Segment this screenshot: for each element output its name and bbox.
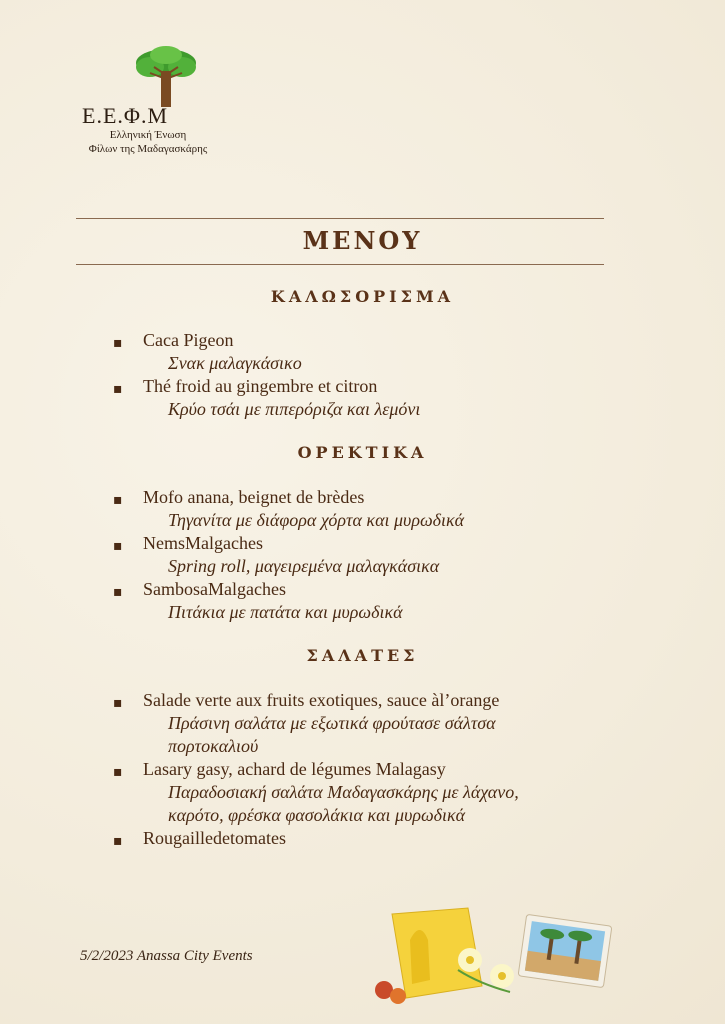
- tree-logo-icon: [130, 45, 202, 107]
- logo-abbreviation: Ε.Ε.Φ.Μ: [82, 103, 169, 128]
- menu-item-description: Παραδοσιακή σαλάτα Μαδαγασκάρης με λάχανο,: [168, 782, 519, 802]
- bullet-icon: ▪: [113, 695, 123, 711]
- madagascar-souvenir-illustration: [370, 900, 620, 1010]
- menu-item: Salade verte aux fruits exotiques, sauce àl’orange: [143, 690, 500, 710]
- postcard-illustration: [518, 914, 612, 987]
- section-heading-welcome: ΚΑΛΩΣΟΡΙΣΜΑ: [270, 287, 455, 306]
- logo-subtitle-line1: Ελληνική Ένωση: [109, 129, 187, 141]
- menu-item-description: Πιτάκια με πατάτα και μυρωδικά: [168, 602, 403, 622]
- footer-event-info: 5/2/2023 Anassa City Events: [80, 948, 253, 964]
- bullet-icon: ▪: [113, 335, 123, 351]
- divider-bottom: [76, 264, 604, 265]
- bullet-icon: ▪: [113, 492, 123, 508]
- divider-top: [76, 218, 604, 219]
- menu-item-description: Spring roll, μαγειρεμένα μαλαγκάσικα: [168, 556, 440, 576]
- menu-item: NemsMalgaches: [143, 533, 263, 553]
- bullet-icon: ▪: [113, 584, 123, 600]
- menu-item: Lasary gasy, achard de légumes Malagasy: [143, 759, 446, 779]
- bullet-icon: ▪: [113, 538, 123, 554]
- menu-item: Thé froid au gingembre et citron: [143, 376, 378, 396]
- red-fruit-illustration: [375, 981, 406, 1004]
- menu-item-description: Τηγανίτα με διάφορα χόρτα και μυρωδικά: [168, 510, 465, 530]
- menu-item: Rougailledetomates: [143, 828, 286, 848]
- menu-item-description: πορτοκαλιού: [168, 736, 259, 756]
- menu-item-description: Σνακ μαλαγκάσικο: [168, 353, 302, 373]
- menu-item: SambosaMalgaches: [143, 579, 286, 599]
- logo-subtitle-line2: Φίλων της Μαδαγασκάρης: [88, 143, 208, 155]
- section-heading-appetizers: ΟΡΕΚΤΙΚΑ: [297, 443, 428, 462]
- bullet-icon: ▪: [113, 381, 123, 397]
- menu-item: Mofo anana, beignet de brèdes: [143, 487, 365, 507]
- menu-item-description: καρότο, φρέσκα φασολάκια και μυρωδικά: [168, 805, 466, 825]
- section-heading-salads: ΣΑΛΑΤΕΣ: [306, 646, 419, 665]
- menu-item-description: Κρύο τσάι με πιπερόριζα και λεμόνι: [168, 399, 421, 419]
- bullet-icon: ▪: [113, 833, 123, 849]
- menu-title: ΜΕΝΟΥ: [302, 226, 423, 255]
- menu-item-description: Πράσινη σαλάτα με εξωτικά φρούτασε σάλτσα: [168, 713, 496, 733]
- menu-item: Caca Pigeon: [143, 330, 234, 350]
- logo: [78, 45, 218, 155]
- bullet-icon: ▪: [113, 764, 123, 780]
